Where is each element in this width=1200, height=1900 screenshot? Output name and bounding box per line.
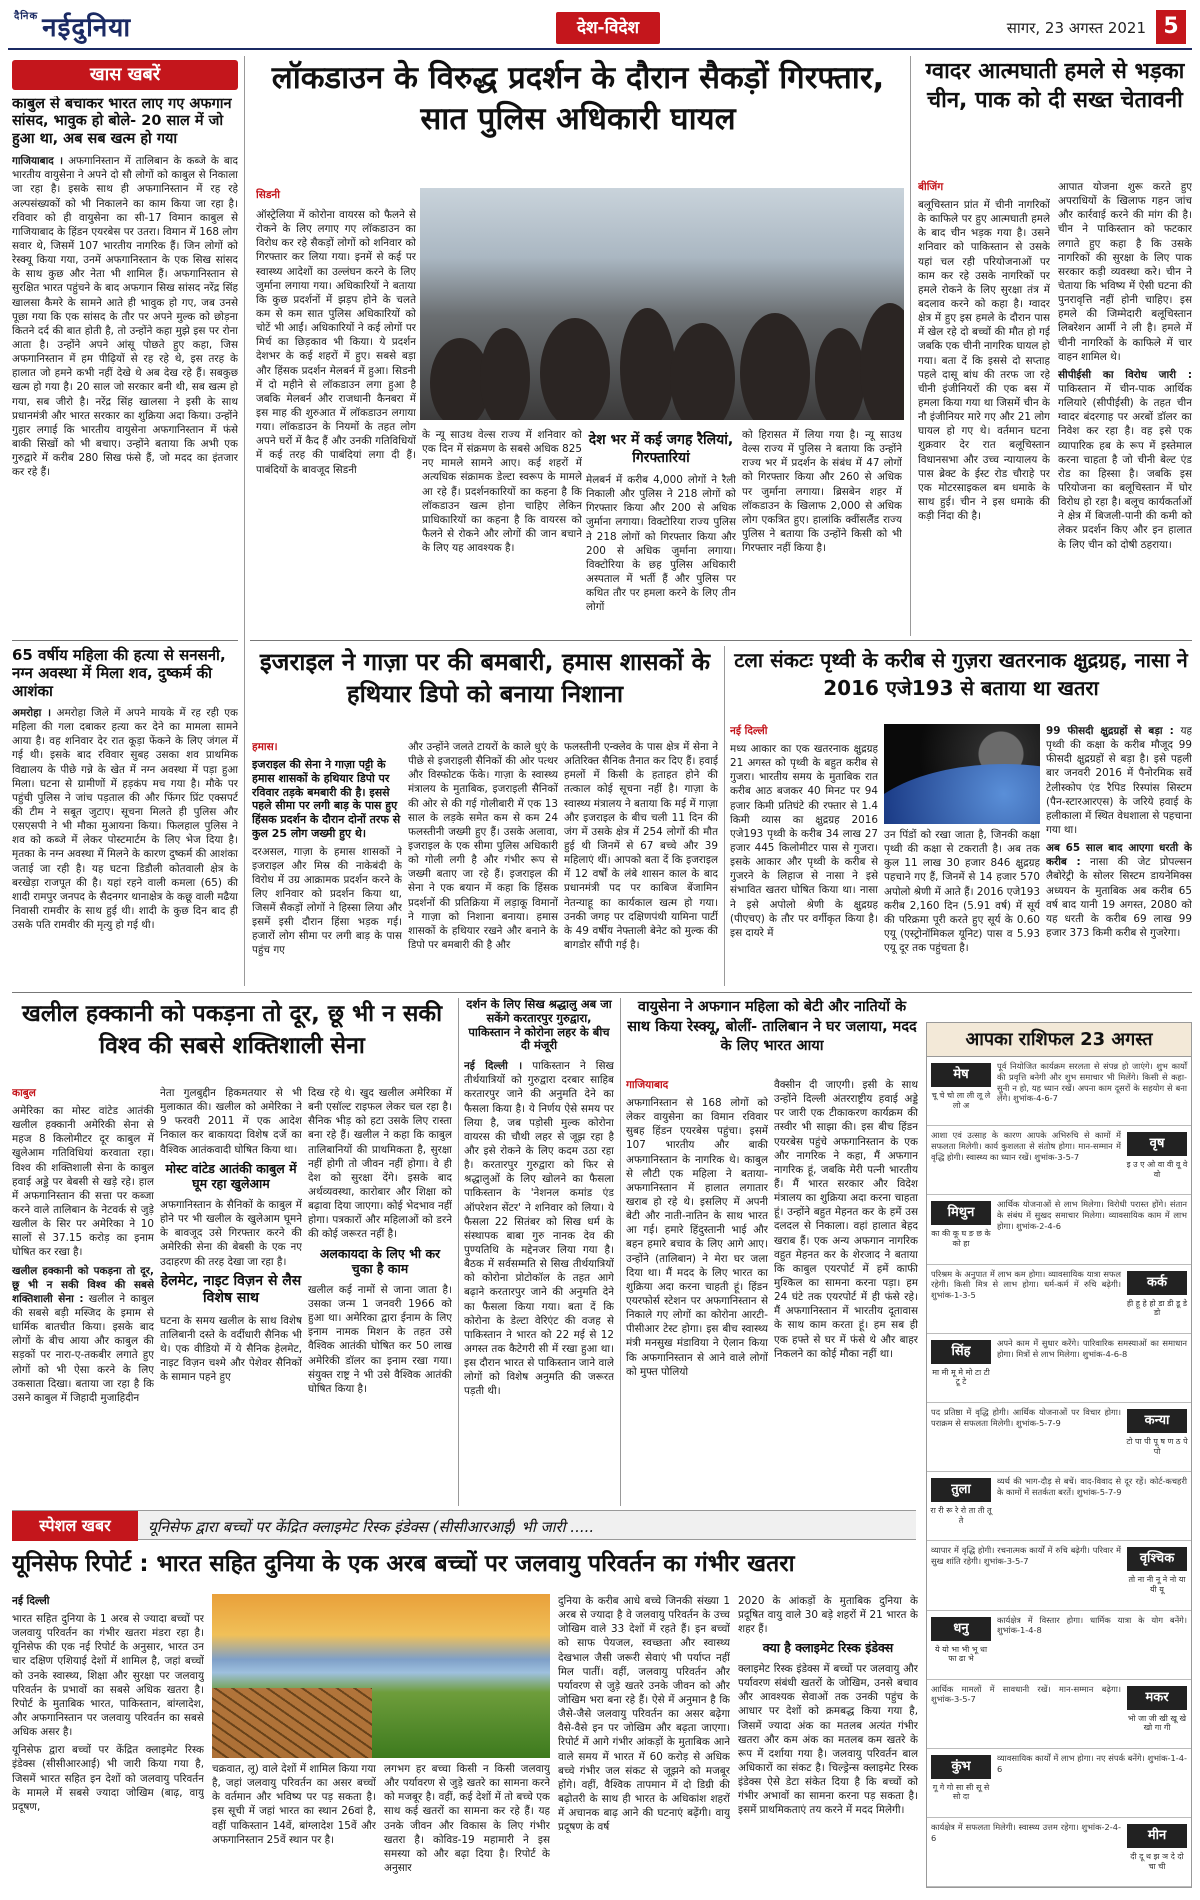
haqqani-subhead-1: मोस्ट वांटेड आतंकी काबुल में घूम रहा खुलेआम bbox=[165, 1160, 297, 1192]
israel-headline-block bbox=[252, 646, 718, 736]
gwadar-headline-block bbox=[918, 58, 1192, 178]
horoscope-sign-letters: गू गे गो सा सी सू से सो दा bbox=[932, 1782, 990, 1802]
horoscope-sign-letters: तो ना नी नू ने नो या यी यू bbox=[1128, 1575, 1186, 1594]
horoscope-sign-text: पूर्व नियोजित कार्यक्रम सरलता से संपन्न हो जाएंगे। शुभ कार्यों की प्रवृत्ति बनेगी और शुभ समाचार भी मिलेंगे। किसी से कहा-सुनी न हो, यह ध्यान रखें। अपना काम दूसरों के सहयोग से बना लेंगे। शुभांक-4-6-7 bbox=[997, 1061, 1187, 1104]
lockdown-dateline: सिडनी bbox=[256, 189, 280, 201]
haqqani-subhead-3: अलकायदा के लिए भी कर चुका है काम bbox=[319, 1245, 441, 1277]
horoscope-item bbox=[927, 1403, 1191, 1472]
section-label: देश-विदेश bbox=[556, 12, 660, 44]
special-subhead: क्या है क्लाइमेट रिस्क इंडेक्स bbox=[762, 1640, 894, 1656]
horoscope-sign-text: आर्थिक मामलों में सावधानी रखें। मान-सम्मान बढ़ेगा। शुभांक-3-5-7 bbox=[931, 1683, 1121, 1705]
horoscope-sign-letters: का की कू घ ङ छ के को हा bbox=[931, 1229, 991, 1248]
lockdown-headline: लॉकडाउन के विरुद्ध प्रदर्शन के दौरान सैकड़ों गिरफ्तार, सात पुलिस अधिकारी घायल bbox=[271, 60, 885, 137]
horoscope-item bbox=[927, 1818, 1191, 1887]
special-col-1: नई दिल्ली भारत सहित दुनिया के 1 अरब से ज्यादा बच्चों पर जलवायु परिवर्तन का गंभीर खतरा मंडरा रहा है। यूनिसेफ की एक नई रिपोर्ट के अनुसार, भारत उन चार दक्षिण एशियाई देशों में शामिल है, जहां बच्चों को उनके स्वास्थ्य, शिक्षा और सुरक्षा पर जलवायु परिवर्तन के प्रभावों का सबसे अधिक खतरा है। रिपोर्ट के मुताबिक भारत, पाकिस्तान, बांग्लादेश, और अफगानिस्तान पर जलवायु परिवर्तन का सबसे अधिक असर है। यूनिसेफ द्वारा बच्चों पर केंद्रित क्लाइमेट रिस्क इंडेक्स (सीसीआरआई) भी जारी किया गया है, जिसमें भारत सहित इन देशों को जलवायु परिवर्तन के मामले में सबसे ज्यादा जोखिम (बाढ़, वायु प्रदूषण, bbox=[12, 1595, 204, 1813]
protest-crowd-photo bbox=[420, 188, 904, 420]
horoscope-sign-name: धनु bbox=[931, 1617, 991, 1641]
horoscope-sign-name: मीन bbox=[1127, 1824, 1187, 1848]
haqqani-subhead-2: हेलमेट, नाइट विज़न से लैस विशेष साथ bbox=[160, 1272, 302, 1307]
israel-headline: इजराइल ने गाज़ा पर की बमबारी, हमास शासकों के हथियार डिपो को बनाया निशाना bbox=[259, 648, 711, 709]
special-col-3: लगभग हर बच्चा किसी न किसी जलवायु और पर्यावरण से जुड़े खतरे का सामना करने को मजबूर है। वहीं, कई देशों में तो बच्चे एक साथ कई खतरों का सामना कर रहे हैं। यह उनके जीवन और विकास के लिए गंभीर खतरा है। कोविड-19 महामारी ने इस समस्या को और बढ़ा दिया है। रिपोर्ट के अनुसार bbox=[384, 1763, 550, 1874]
horoscope-item bbox=[927, 1265, 1191, 1334]
horoscope-sign-name: मेष bbox=[931, 1063, 991, 1087]
horoscope-sign-letters: ही हू हे हो डा डी डू डे डो bbox=[1126, 1298, 1188, 1318]
horoscope-sign-name: तुला bbox=[931, 1478, 991, 1502]
haqqani-col-3: दिख रहे थे। खुद खलील अमेरिका में बनी एसॉल्ट राइफल लेकर चल रहा है। सैनिक भीड़ को हटा उसके लिए रास्ता बना रहे हैं। खलील ने कहा कि काबुल तालिबानियों की प्राथमिकता है, सुरक्षा नहीं होगी तो जीवन नहीं होगा। वे ही देश को सुरक्षा देंगे। इसके बाद अर्थव्यवस्था, कारोबार और शिक्षा को बढ़ावा दिया जाएगा। कोई भेदभाव नहीं होगा। पत्रकारों और महिलाओं को डरने की कोई जरूरत नहीं है। अलकायदा के लिए भी कर चुका है काम खलील कई नामों से जाना जाता है। उसका जन्म 1 जनवरी 1966 को हुआ था। अमेरिका द्वारा ईनाम के लिए इनाम नामक मिशन के तहत उसे वैश्विक आतंकी घोषित कर 50 लाख अमेरिकी डॉलर का इनाम रखा गया। संयुक्त राष्ट्र ने भी उसे वैश्विक आतंकी घोषित किया है। bbox=[308, 1087, 452, 1395]
israel-col-1: हमास। इजराइल की सेना ने गाज़ा पट्टी के हमास शासकों के हथियार डिपो पर रविवार तड़के बमबारी की है। इससे पहले सीमा पर लगी बाड़ के पास हुए हिंसक प्रदर्शन के दौरान दोनों तरफ से कुल 25 लोग जख्मी हुए थे। दरअसल, गाज़ा के हमास शासकों ने इजराइल और मिस्र की नाकेबंदी के विरोध में उग्र आक्रामक प्रदर्शन करने के लिए शनिवार को प्रदर्शन किया था, जिसमें सैकड़ों लोगों ने हिस्सा लिया और इसमें इसी दौरान हिंसा भड़क गई। हजारों लोग सीमा पर लगी बाड़ के पास पहुंच गए bbox=[252, 741, 402, 957]
horoscope-sign-letters: इ उ ए ओ वा वी वू वे वो bbox=[1126, 1160, 1188, 1179]
israel-col-3: फलस्तीनी एन्क्लेव के पास क्षेत्र में सेना ने अतिरिक्त सैनिक तैनात कर दिए हैं। हवाई हमलों में किसी के हताहत होने की तत्काल कोई सूचना नहीं है। गाज़ा के स्वास्थ्य मंत्रालय ने बताया कि मई में गाज़ा और इजराइल के बीच चली 11 दिन की जंग में उसके क्षेत्र में 254 लोगों की मौत हुई थी जिनमें से 67 बच्चे और 39 महिलाएं थीं। आपको बता दें कि इजराइल में 12 वर्षों के लंबे शासन काल के बाद प्रधानमंत्री पद पर काबिज बेंजामिन नेतन्याहू का कार्यकाल खत्म हो गया। उनकी जगह पर दक्षिणपंथी यामिना पार्टी के 49 वर्षीय नेफ्ताली बेनेट को मुल्क की बागडोर सौंपी गई है। bbox=[564, 741, 718, 951]
horoscope-sign-text: कार्यक्षेत्र में सफलता मिलेगी। स्वास्थ्य उत्तम रहेगा। शुभांक-2-4-6 bbox=[931, 1822, 1121, 1843]
lockdown-col-2: के न्यू साउथ वेल्स राज्य में शनिवार को एक दिन में संक्रमण के सबसे अधिक 825 नए मामले सामने आए। कई शहरों में अत्यधिक संक्रामक डेल्टा स्वरूप के मामले आ रहे हैं। प्रदर्शनकारियों का कहना है कि लॉकडाउन खत्म होना चाहिए लेकिन प्राधिकारियों का कहना है कि वायरस को फैलने से रोकने और लोगों की जान बचाने के लिए यह आवश्यक है। bbox=[422, 429, 582, 555]
horoscope-sign-name: मिथुन bbox=[931, 1201, 991, 1225]
page-number: 5 bbox=[1156, 10, 1186, 44]
israel-col-2: और उन्होंने जलते टायरों के काले धुएं के पीछे से इजराइली सैनिकों की ओर पत्थर और विस्फोटक फेंके। गाज़ा के स्वास्थ्य मंत्रालय के मुताबिक, इजराइली सैनिकों की ओर से की गई गोलीबारी में एक 13 साल के लड़के समेत कम से कम 24 फलस्तीनी जख्मी हुए हैं। उसके अलावा, इजराइल के एक सीमा पुलिस अधिकारी को गोली लगी है और गंभीर रूप से जख्मी बताए जा रहे हैं। इजराइल की सेना ने एक बयान में कहा कि हिंसक प्रदर्शनों की प्रतिक्रिया में लड़ाकू विमानों ने गाज़ा को निशाना बनाया। हमास शासकों के हथियार रखने और बनाने के डिपो पर बमबारी की है और bbox=[408, 741, 558, 951]
horoscope-list bbox=[927, 1057, 1191, 1887]
lockdown-col-3: देश भर में कई जगह रैलियां, गिरफ्तारियां मेलबर्न में करीब 4,000 लोगों ने रैली निकाली और पुलिस ने 218 लोगों को गिरफ्तार किया और 200 से अधिक जुर्माना लगाया। विक्टोरिया राज्य पुलिस ने 218 लोगों को गिरफ्तार किया और 200 से अधिक जुर्माना लगाया। विक्टोरिया के छह पुलिस अधिकारी अस्पताल में भर्ती हैं और पुलिस पर कथित तौर पर हमला करने के लिए तीन लोगों bbox=[586, 432, 736, 614]
horoscope-sign-letters: ये यो भा भी भू धा फा ढा भे bbox=[934, 1644, 988, 1664]
asteroid-headline: टला संकटः पृथ्वी के करीब से गुज़रा खतरनाक क्षुद्रग्रह, नासा ने 2016 एजे193 से बताया था खतरा bbox=[734, 648, 1188, 700]
horoscope-title: आपका राशिफल 23 अगस्त bbox=[927, 1023, 1191, 1057]
horoscope-sign-letters: दी दू थ झ ञ दे दो चा ची bbox=[1130, 1852, 1184, 1871]
special-headline: यूनिसेफ रिपोर्ट : भारत सहित दुनिया के एक अरब बच्चों पर जलवायु परिवर्तन का गंभीर खतरा bbox=[12, 1551, 795, 1577]
horoscope-item bbox=[927, 1195, 1191, 1264]
haqqani-col-2: नेता गुलबुद्दीन हिकमतयार से भी मुलाकात की। खलील को अमेरिका ने 9 फरवरी 2011 में एक आदेश निकाल कर बाकायदा विशेष दर्जे का वैश्विक आतंकवादी घोषित किया था। मोस्ट वांटेड आतंकी काबुल में घूम रहा खुलेआम अफगानिस्तान के सैनिकों के काबुल में होने पर भी खलील के खुलेआम घूमने के बावजूद उसे गिरफ्तार करने की अमेरिकी सेना की बेबसी के एक नए उदाहरण की तरह देखा जा रहा है। हेलमेट, नाइट विज़न से लैस विशेष साथ घटना के समय खलील के साथ विशेष तालिबानी दस्ते के वर्दीधारी सैनिक भी थे। एक वीडियो में ये सैनिक हेलमेट, नाइट विज़न चश्मे और पेशेवर सैनिकों के सामान पहने हुए bbox=[160, 1087, 302, 1384]
horoscope-sign-letters: मा मी मू मे मो टा टी टू टे bbox=[932, 1367, 990, 1387]
masthead bbox=[8, 6, 1192, 50]
asteroid-col-3: 99 फीसदी क्षुद्रग्रहों से बड़ा : यह पृथ्वी की कक्षा के करीब मौजूद 99 फीसदी क्षुद्रग्रहों से बड़ा है। इसे पहली बार जनवरी 2016 में पैनोरमिक सर्वे टेलीस्कोप एंड रैपिड रिस्पांस सिस्टम (पैन-स्टारआरएस) के जरिये हवाई के हलीकाला में स्थित वेधशाला से पहचाना गया था। अब 65 साल बाद आएगा धरती के करीब : नासा की जेट प्रोपल्सन लैबोरेट्री के सोलर सिस्टम डायनेमिक्स अध्ययन के मुताबिक अब करीब 65 वर्ष बाद यानी 19 अगस्त, 2080 को यह धरती के करीब 69 लाख 99 हजार 373 किमी करीब से गुजरेगा। bbox=[1046, 725, 1192, 939]
horoscope-sign-name: कन्या bbox=[1127, 1409, 1187, 1433]
horoscope-sign-text: व्यावसायिक कार्यों में लाभ होगा। नए संपर्क बनेंगे। शुभांक-1-4-6 bbox=[997, 1752, 1187, 1774]
special-col-2: चक्रवात, लू) वाले देशों में शामिल किया गया है, जहां जलवायु परिवर्तन का असर बच्चों के वर्तमान और भविष्य पर पड़ सकता है। इस सूची में जहां भारत का स्थान 26वां है, वहीं पाकिस्तान 14वें, बांग्लादेश 15वें और अफगानिस्तान 25वें स्थान पर है। bbox=[212, 1763, 376, 1846]
haqqani-headline: खलील हक्कानी को पकड़ना तो दूर, छू भी न सकी विश्व की सबसे शक्तिशाली सेना bbox=[21, 1001, 443, 1060]
horoscope-item bbox=[927, 1749, 1191, 1818]
horoscope-item bbox=[927, 1057, 1191, 1126]
haqqani-pull: खलील हक्कानी को पकड़ना तो दूर, छू भी न सकी विश्व की सबसे शक्तिशाली सेना : bbox=[12, 1264, 154, 1305]
asteroid-col-2: उन पिंडों को रखा जाता है, जिनकी कक्षा पृथ्वी की कक्षा से टकराती है। अब तक कुल 11 लाख 30 हजार 846 क्षुद्रग्रह पहचाने गए हैं, जिनमें से 14 हजार 570 अपोलो श्रेणी में आते हैं। 2016 एजे193 करीब 2,160 दिन (5.91 वर्ष) में सूर्य की परिक्रमा पूरी करते हुए सूर्य के 0.60 एयू (एस्ट्रोनॉमिकल यूनिट) पास व 5.93 एयू दूर तक पहुंचता है। bbox=[884, 829, 1040, 955]
khas-story-1 bbox=[12, 96, 238, 636]
horoscope-sign-text: अपने काम में सुधार करेंगे। पारिवारिक समस्याओं का समाधान होगा। मित्रों से लाभ मिलेगा। शुभांक-4-6-8 bbox=[997, 1337, 1187, 1359]
horoscope-sign-letters: रा री रू रे रो ता ती तू ते bbox=[930, 1506, 992, 1525]
horoscope-sign-name: वृश्चिक bbox=[1127, 1547, 1187, 1571]
special-col-4: दुनिया के करीब आधे बच्चे जिनकी संख्या 1 अरब से ज्यादा है वे जलवायु परिवर्तन के उच्च जोखिम वाले 33 देशों में रहते हैं। इन बच्चों को साफ पेयजल, स्वच्छता और स्वास्थ्य देखभाल जैसी जरूरी सेवाएं भी पर्याप्त नहीं मिल पातीं। वहीं, जलवायु परिवर्तन और पर्यावरण से जुड़े खतरे उनके जीवन को और जोखिम भरा बना रहे हैं। ऐसे में अनुमान है कि जैसे-जैसे जलवायु परिवर्तन का असर बढ़ेगा वैसे-वैसे इन पर जोखिम और बढ़ता जाएगा। रिपोर्ट में आगे गंभीर आंकड़ों के मुताबिक आने वाले समय में भारत में 60 करोड़ से अधिक बच्चे गंभीर जल संकट से जूझने को मजबूर होंगे। वहीं, वैश्विक तापमान में दो डिग्री की बढ़ोतरी के साथ ही भारत के अधिकांश शहरों में अचानक बाढ़ आने की घटनाएं बढ़ेंगी। वायु प्रदूषण के वर्ष bbox=[558, 1595, 730, 1834]
horoscope-item bbox=[927, 1611, 1191, 1680]
kartarpur-story: दर्शन के लिए सिख श्रद्धालु अब जा सकेंगे करतारपुर गुरुद्वारा, पाकिस्तान ने कोरोना लहर के बीच दी मंजूरी नई दिल्ली । पाकिस्तान ने सिख तीर्थयात्रियों को गुरुद्वारा दरबार साहिब करतारपुर जाने की अनुमति देने का फैसला किया है। ये निर्णय ऐसे समय पर लिया है, जब पड़ोसी मुल्क कोरोना वायरस की चौथी लहर से जूझ रहा है और इसे रोकने के लिए कदम उठा रहा है। करतारपुर गुरुद्वारा को फिर से श्रद्धालुओं के लिए खोलने का फैसला पाकिस्तान के 'नेशनल कमांड एंड ऑपरेशन सेंटर' ने शनिवार को लिया। ये फैसला 22 सितंबर को सिख धर्म के संस्थापक बाबा गुरु नानक देव की पुण्यतिथि के मद्देनजर लिया गया है। बैठक में सर्वसम्मति से सिख तीर्थयात्रियों को कोरोना प्रोटोकॉल के तहत आगे बढ़ाने करतारपुर जाने की अनुमति देने का फैसला किया गया। बता दें कि कोरोना के डेल्टा वेरिएंट की वजह से पाकिस्तान ने भारत को 22 मई से 12 अगस्त तक कैटेगरी सी में रखा हुआ था। इस दौरान भारत से पाकिस्तान जाने वाले लोगों को विशेष अनुमति की जरूरत पड़ती थी। bbox=[464, 998, 614, 1398]
airforce-col-2: वैक्सीन दी जाएगी। इसी के साथ उन्होंने दिल्ली अंतरराष्ट्रीय हवाई अड्डे पर जारी एक टीकाकरण कार्यक्रम की तस्वीर भी साझा की। इस बीच हिंडन एयरबेस पहुंचे अफगानिस्तान के एक और नागरिक ने कहा, मैं अफगान नागरिक हूं, जबकि मेरी पत्नी भारतीय हैं। मैं भारत सरकार और विदेश मंत्रालय का शुक्रिया अदा करना चाहता हूं। उन्होंने बहुत मेहनत कर के हमें उस दलदल से निकाला। वहां हालात बेहद खराब हैं। एक अन्य अफगान नागरिक वहुत मेहनत कर के शेरजाद ने बताया कि काबुल एयरपोर्ट में हमें काफी मुश्किल का सामना करना पड़ा। हम 24 घंटे तक एयरपोर्ट में ही फंसे रहे। मैं अफगानिस्तान में भारतीय दूतावास के साथ काम करता हूं। हम सब ही एक हफ्ते से घर में फंसे थे और बाहर निकलने का कोई मौका नहीं था। bbox=[774, 1079, 918, 1360]
khas-khabrein-label: खास खबरें bbox=[12, 60, 238, 90]
airforce-headline-block bbox=[626, 998, 918, 1074]
asteroid-photo bbox=[884, 724, 1040, 824]
lockdown-col-1: ऑस्ट्रेलिया में कोरोना वायरस को फैलने से रोकने के लिए लगाए गए लॉकडाउन का विरोध कर रहे सैकड़ों लोगों को शनिवार को गिरफ्तार कर लिया गया। इनमें से कई पर स्वास्थ्य आदेशों का उल्लंघन करने के लिए जुर्माना लगाया गया। अधिकारियों ने बताया कि कुछ प्रदर्शनों में झड़प होने के चलते कम से कम सात पुलिस अधिकारियों को चोटें भी आईं। अधिकारियों ने कई लोगों पर मिर्च का छिड़काव भी किया। ये प्रदर्शन देशभर के कई शहरों में हुए। सबसे बड़ा और हिंसक प्रदर्शन मेलबर्न में हुआ। सिडनी में दो महीने से लॉकडाउन लगा हुआ है जबकि मेलबर्न और राजधानी कैनबरा में इस माह की शुरुआत में लॉकडाउन लगाया गया। लॉकडाउन के नियमों के तहत लोग अपने घरों में कैद हैं और उनकी गतिविधियों में कई तरह की पाबंदियां लगा दी हैं। पाबंदियों के बावजूद सिडनी bbox=[256, 209, 416, 476]
lockdown-col-4: को हिरासत में लिया गया है। न्यू साउथ वेल्स राज्य में पुलिस ने बताया कि उन्होंने राज्य भर में प्रदर्शन के संबंध में 47 लोगों को गिरफ्तार किया और 260 से अधिक पर जुर्माना लगाया। ब्रिसबेन शहर में लॉकडाउन के खिलाफ 2,000 से अधिक लोग एकत्रित हुए। हालांकि क्वींसलैंड राज्य पुलिस ने बताया कि उन्होंने किसी को भी गिरफ्तार नहीं किया है। bbox=[742, 429, 902, 555]
horoscope-sign-letters: भो जा जी खी खू खे खो गा गी bbox=[1127, 1713, 1187, 1733]
asteroid-subhead-2: अब 65 साल बाद आएगा धरती के करीब : bbox=[1046, 842, 1192, 869]
special-strap: यूनिसेफ द्वारा बच्चों पर केंद्रित क्लाइमेट रिस्क इंडेक्स (सीसीआरआई) भी जारी ..... bbox=[148, 1518, 595, 1536]
horoscope-sign-text: परिश्रम के अनुपात में लाभ कम होगा। व्यावसायिक यात्रा सफल रहेगी। किसी मित्र से लाभ होगा। धर्म-कर्म में रुचि बढ़ेगी। शुभांक-1-3-5 bbox=[931, 1268, 1121, 1301]
asteroid-subhead-1: 99 फीसदी क्षुद्रग्रहों से बड़ा : bbox=[1046, 725, 1174, 737]
khas-story-2-body: अमरोहा । अमरोहा जिले में अपने मायके में रह रही एक महिला की गला दबाकर हत्या कर देने का मामला सामने आया है। वह शनिवार देर रात कूड़ा फेंकने के लिए जंगल में गई थी। इसके बाद रविवार सुबह उसका शव प्राथमिक विद्यालय के पीछे गन्ने के खेत में नग्न अवस्था में पड़ा हुआ मिला। घटना से ग्रामीणों में हड़कंप मच गया है। मौके पर पहुंची पुलिस ने जांच पड़ताल की और फिंगर प्रिंट एक्सपर्ट की टीम ने सबूत जुटाए। सूचना मिलते ही पुलिस और एसएसपी ने भी मौका मुआयना किया। फिलहाल पुलिस ने शव को कब्जे में लेकर पोस्टमार्टम के लिए भेज दिया है। मृतका के नग्न अवस्था में मिलने के कारण दुष्कर्म की आशंका जताई जा रही है। यह घटना डिडौली कोतवाली क्षेत्र के बरखेड़ा राजपूत की है। यहां रहने वाली कमला (65) की शादी रामपुर जनपद के सैदनगर थानाक्षेत्र के कछू वाली मढैया निवासी रामवीर के साथ हुई थी। शादी के कुछ दिन बाद ही उसके पति रामवीर की मृत्यु हो गई थी। bbox=[12, 707, 238, 932]
horoscope-sign-letters: चू चे चो ला ली लू ले लो अ bbox=[931, 1091, 991, 1110]
special-col-5: 2020 के आंकड़ों के मुताबिक दुनिया के प्रदूषित वायु वाले 30 बड़े शहरों में 21 भारत के शहर हैं। क्या है क्लाइमेट रिस्क इंडेक्स क्लाइमेट रिस्क इंडेक्स में बच्चों पर जलवायु और पर्यावरण संबंधी खतरों के जोखिम, उनसे बचाव और आवश्यक सेवाओं तक उनकी पहुंच के आधार पर देशों को क्रमबद्ध किया गया है, जिसमें ज्यादा अंक का मतलब अत्यंत गंभीर खतरा और कम अंक का मतलब कम खतरे के रूप में दर्शाया गया है। जलवायु परिवर्तन बाल अधिकारों का संकट है। चिल्ड्रेन्स क्लाइमेट रिस्क इंडेक्स ऐसे डेटा संकेत दिया है कि बच्चों को गंभीर अभावों का सामना करना पड़ सकता है। इसमें प्राथमिकताएं तय करने में मदद मिलेगी। bbox=[738, 1595, 918, 1817]
khas-story-1-headline: काबुल से बचाकर भारत लाए गए अफगान सांसद, भावुक हो बोले- 20 साल में जो हुआ था, अब सब खत्म हो गया bbox=[12, 96, 232, 147]
asteroid-headline-block bbox=[730, 646, 1192, 720]
horoscope-sign-name: वृष bbox=[1127, 1132, 1187, 1156]
khas-story-2 bbox=[12, 646, 238, 978]
horoscope-item bbox=[927, 1126, 1191, 1195]
climate-photo bbox=[212, 1594, 550, 1758]
lockdown-headline-block bbox=[252, 58, 904, 188]
haqqani-headline-block bbox=[12, 998, 452, 1082]
horoscope-sign-name: कुंभ bbox=[931, 1755, 991, 1779]
horoscope-sign-text: आर्थिक योजनाओं से लाभ मिलेगा। विरोधी परास्त होंगे। संतान के संबंध में सुखद समाचार मिलेगा। व्यावसायिक काम में लाभ होगा। शुभांक-2-4-6 bbox=[997, 1199, 1187, 1231]
horoscope-sign-name: सिंह bbox=[931, 1340, 991, 1364]
khas-story-1-body: गाजियाबाद । अफगानिस्तान में तालिबान के कब्जे के बाद भारतीय वायुसेना ने अपने दो सौ लोगों को काबुल से निकाला जा रहा है। इसके साथ ही अफगानिस्तान में रह रहे अल्पसंख्यकों को भी निकालने का काम किया जा रहा है। रविवार को ही वायुसेना का सी-17 विमान काबुल से गाजियाबाद के हिंडन एयरबेस पर उतरा। विमान में 168 लोग सवार थे, जिसमें 107 भारतीय नागरिक हैं। जिन लोगों को रेस्क्यू किया गया, उनमें अफगानिस्तान के एक सिख सांसद के साथ कुछ और नेता भी शामिल हैं। अफगानिस्तान से सुरक्षित भारत पहुंचने के बाद अफगान सिख सांसद नरेंद्र सिंह खालसा कैमरे के सामने आते ही भावुक हो गए, जब उनसे पूछा गया कि एक सांसद के तौर पर अपने मुल्क को छोड़ना कितने दर्द की बात होती है, तो उन्होंने कहा मुझे इस पर रोना आता है। उन्होंने अपने आंसू पोछते हुए कहा, जिस अफगानिस्तान में हम पीढ़ियों से रह रहे थे, इस तरह के हालात जो हमने कभी नहीं देखे थे अब देख रहे हैं। सबकुछ खत्म हो गया है। 20 साल जो सरकार बनी थी, सब खत्म हो गया, सब जीरो है। नरेंद्र सिंह खालसा ने इसी के साथ प्रधानमंत्री और भारत सरकार का शुक्रिया अदा किया। उन्होंने गुहार लगाई कि भारतीय वायुसेना अफगानिस्तान में फंसे बाकी सिखों को भी बचाए। उन्होंने बताया कि अभी एक गुरुद्वारे में करीब 280 सिख फंसे हैं, जो मदद का इंतजार कर रहे हैं। bbox=[12, 155, 238, 479]
special-headline-block bbox=[12, 1546, 916, 1592]
horoscope-box bbox=[926, 1022, 1192, 1888]
horoscope-item bbox=[927, 1680, 1191, 1749]
israel-lede: इजराइल की सेना ने गाज़ा पट्टी के हमास शासकों के हथियार डिपो पर रविवार तड़के बमबारी की है। इससे पहले सीमा पर लगी बाड़ के पास हुए हिंसक प्रदर्शन के दौरान दोनों तरफ से कुल 25 लोग जख्मी हुए थे। bbox=[252, 758, 401, 840]
horoscope-sign-text: आशा एवं उत्साह के कारण आपके अभिरुचि से कामों में सफलता मिलेगी। कार्य कुशलता से संतोष होगा। मान-सम्मान में वृद्धि होगी। स्वास्थ्य का ध्यान रखें। शुभांक-3-5-7 bbox=[931, 1130, 1121, 1162]
khas-story-2-headline: 65 वर्षीय महिला की हत्या से सनसनी, नग्न अवस्था में मिला शव, दुष्कर्म की आशंका bbox=[12, 646, 226, 700]
lockdown-subhead: देश भर में कई जगह रैलियां, गिरफ्तारियां bbox=[588, 432, 734, 466]
horoscope-sign-name: कर्क bbox=[1127, 1271, 1187, 1295]
horoscope-sign-text: व्यापार में वृद्धि होगी। रचनात्मक कार्यों में रुचि बढ़ेगी। परिवार में सुख शांति रहेगी। शुभांक-3-5-7 bbox=[931, 1545, 1121, 1567]
asteroid-col-1: नई दिल्ली मध्य आकार का एक खतरनाक क्षुद्रग्रह 21 अगस्त को पृथ्वी के बहुत करीब से गुजरा। भारतीय समय के मुताबिक रात करीब आठ बजकर 40 मिनट पर 94 हजार किमी प्रतिघंटे की रफ्तार से 1.4 किमी व्यास का क्षुद्रग्रह 2016 एजे193 पृथ्वी के करीब 34 लाख 27 हजार 445 किलोमीटर पास से गुजरा। इसके आकार और पृथ्वी के करीब से गुजरने के लिहाज से नासा ने इसे संभावित खतरा घोषित किया था। नासा ने इसे अपोलो श्रेणी के क्षुद्रग्रह (पीएचए) के तौर पर वर्गीकृत किया है। इस दायरे में bbox=[730, 725, 878, 939]
horoscope-item bbox=[927, 1472, 1191, 1541]
horoscope-item bbox=[927, 1541, 1191, 1610]
horoscope-item bbox=[927, 1334, 1191, 1403]
horoscope-sign-text: पद प्रतिष्ठा में वृद्धि होगी। आर्थिक योजनाओं पर विचार होगा। पराक्रम से सफलता मिलेगी। शुभांक-5-7-9 bbox=[931, 1406, 1121, 1428]
haqqani-col-1: काबुल अमेरिका का मोस्ट वांटेड आतंकी खलील हक्कानी अमेरिकी सेना से महज 8 किलोमीटर दूर काबुल में खुलेआम गतिविधियां करवाता रहा। विश्व की शक्तिशाली सेना के काबुल हवाई अड्डे पर बेबसी से खड़े रहे। हाल में अफगानिस्तान की सत्ता पर कब्जा करने वाले तालिबान के नेटवर्क से जुड़े खलील के सिर पर अमेरिका ने 10 सालों से 37.15 करोड़ का इनाम घोषित कर रखा है। खलील हक्कानी को पकड़ना तो दूर, छू भी न सकी विश्व की सबसे शक्तिशाली सेना : खलील ने काबुल की सबसे बड़ी मस्जिद के इमाम से धार्मिक बातचीत किया। इसके बाद लोगों के बीच आया और काबुल की सड़कों पर नारा-ए-तकबीर लगाते हुए लोगों को भी ऐसा करने के लिए उकसाता दिखा। बताया जा रहा है कि उसने काबुल में जिहादी मुजाहिदीन bbox=[12, 1087, 154, 1404]
horoscope-sign-text: कार्यक्षेत्र में विस्तार होगा। धार्मिक यात्रा के योग बनेंगे। शुभांक-1-4-8 bbox=[997, 1614, 1187, 1636]
kartarpur-headline: दर्शन के लिए सिख श्रद्धालु अब जा सकेंगे करतारपुर गुरुद्वारा, पाकिस्तान ने कोरोना लहर के बीच दी मंजूरी bbox=[466, 998, 612, 1053]
gwadar-subhead: सीपीईसी का विरोध जारी : bbox=[1058, 368, 1192, 381]
airforce-headline: वायुसेना ने अफगान महिला को बेटी और नातियों के साथ किया रेस्क्यू, बोलीं- तालिबान ने घर जलाया, मदद के लिए भारत आया bbox=[627, 999, 917, 1055]
special-bar bbox=[12, 1510, 916, 1540]
newspaper-logo: $^{दैनिक}$ नईदुनिया bbox=[14, 11, 132, 43]
special-label: स्पेशल खबर bbox=[12, 1511, 138, 1541]
horoscope-sign-letters: टो पा पी पू ष ण ठ पे पो bbox=[1126, 1436, 1188, 1456]
gwadar-headline: ग्वादर आत्मघाती हमले से भड़का चीन, पाक को दी सख्त चेतावनी bbox=[925, 59, 1185, 113]
horoscope-sign-text: व्यर्थ की भाग-दौड़ से बचें। वाद-विवाद से दूर रहें। कोर्ट-कचहरी के कामों में सतर्कता बरतें। शुभांक-5-7-9 bbox=[997, 1476, 1187, 1497]
gwadar-col-2: आपात योजना शुरू करते हुए अपराधियों के खिलाफ गहन जांच और कार्रवाई करने की मांग की है। चीन ने पाकिस्तान को फटकार लगाते हुए कहा है कि उसके नागरिकों की सुरक्षा के लिए पाक सरकार कड़ी व्यवस्था करे। चीन ने चेताया कि भविष्य में ऐसी घटना की पुनरावृत्ति नहीं होनी चाहिए। इस हमले की जिम्मेदारी बलूचिस्तान लिबरेशन आर्मी ने ली है। हमले में चीनी नागरिकों के काफिले में चार वाहन शामिल थे। सीपीईसी का विरोध जारी : पाकिस्तान में चीन-पाक आर्थिक गलियारे (सीपीईसी) के तहत चीन ग्वादर बंदरगाह पर अरबों डॉलर का निवेश कर रहा है। वह इसे एक व्यापारिक हब के रूप में इस्तेमाल करना चाहता है जो चीनी बेल्ट एंड रोड का हिस्सा है। जबकि इस परियोजना का बलूचिस्तान में घोर विरोध हो रहा है। बलूच कार्यकर्ताओं ने क्षेत्र में बिजली-पानी की कमी को लेकर प्रदर्शन किए और इन हालात के लिए चीन को दोषी ठहराया। bbox=[1058, 181, 1192, 551]
gwadar-col-1: बीजिंग बलूचिस्तान प्रांत में चीनी नागरिकों के काफिले पर हुए आत्मघाती हमले के बाद चीन भड़क गया है। उसने शनिवार को पाकिस्तान से उसके यहां चल रही परियोजनाओं पर काम कर रहे उसके नागरिकों पर हमले रोकने के लिए सुरक्षा तंत्र में बदलाव करने को कहा है। ग्वादर क्षेत्र में हुए इस हमले के दौरान पास में खेल रहे दो बच्चों की मौत हो गई जबकि एक चीनी नागरिक घायल हो गया। बता दें कि इससे दो सप्ताह पहले दासू बांध की तरफ जा रहे चीनी इंजीनियरों की एक बस में हमला किया गया था जिसमें चीन के नौ इंजीनियर मारे गए और 21 लोग घायल हो गए थे। वर्तमान घटना शुक्रवार देर रात बलूचिस्तान विधानसभा और उच्च न्यायालय के पास ब्रेक्ट के ईस्ट रोड चौराहे पर एक मोटरसाइकल बम धमाके के साथ हुई। चीन ने इस धमाके की कड़ी निंदा की है। bbox=[918, 181, 1050, 523]
issue-date: सागर, 23 अगस्त 2021 bbox=[1006, 19, 1146, 37]
horoscope-sign-name: मकर bbox=[1127, 1686, 1187, 1710]
airforce-col-1: गाजियाबाद अफगानिस्तान से 168 लोगों को लेकर वायुसेना का विमान रविवार सुबह हिंडन एयरबेस पहुंचा। इसमें 107 भारतीय और बाकी अफगानिस्तान के नागरिक थे। काबुल से लौटी एक महिला ने बताया- अफगानिस्तान में हालात लगातार खराब हो रहे थे। इसलिए में अपनी बेटी और नाती-नातिन के साथ भारत आ गई। हमारे हिंदुस्तानी भाई और बहन हमारे बचाव के लिए आगे आए। उन्होंने (तालिबान) ने मेरा घर जला दिया था। मैं मदद के लिए भारत का शुक्रिया अदा करना चाहती हूं। हिंडन एयरफोर्स स्टेशन पर अफगानिस्तान से निकाले गए लोगों का कोरोना आरटी-पीसीआर टेस्ट होगा। इस बीच स्वास्थ्य मंत्री मनसुख मंडाविया ने ऐलान किया कि अफगानिस्तान से आने वाले लोगों को मुफ्त पोलियो bbox=[626, 1079, 768, 1378]
